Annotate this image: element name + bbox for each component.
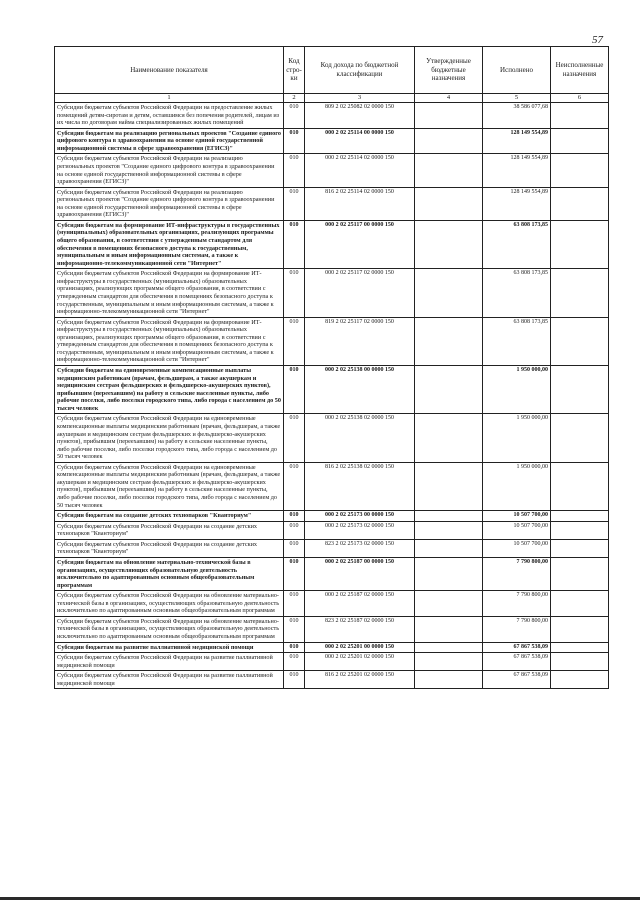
row-approved (415, 317, 483, 365)
row-not-done (551, 521, 609, 539)
scan-edge-line (0, 897, 640, 900)
row-name: Субсидии бюджетам на создание детских технопарков "Кванториум" (55, 511, 284, 522)
row-approved (415, 366, 483, 414)
row-done: 10 507 700,00 (483, 521, 551, 539)
row-kbk: 823 2 02 25173 02 0000 150 (305, 539, 415, 557)
row-approved (415, 521, 483, 539)
row-name: Субсидии бюджетам субъектов Российской Федерации на развитие паллиативной медицинской помощи (55, 671, 284, 689)
table-row (55, 366, 609, 414)
table-row (55, 220, 609, 268)
table-row (55, 591, 609, 617)
row-line-code: 010 (284, 539, 305, 557)
row-line-code: 010 (284, 317, 305, 365)
row-not-done (551, 154, 609, 187)
row-not-done (551, 642, 609, 653)
row-approved (415, 128, 483, 154)
row-not-done (551, 128, 609, 154)
row-approved (415, 616, 483, 642)
row-line-code: 010 (284, 557, 305, 590)
row-approved (415, 642, 483, 653)
row-not-done (551, 269, 609, 317)
row-done: 63 808 173,85 (483, 220, 551, 268)
row-kbk: 000 2 02 25138 02 0000 150 (305, 414, 415, 462)
row-approved (415, 653, 483, 671)
table-row (55, 128, 609, 154)
row-done: 128 149 554,89 (483, 187, 551, 220)
row-done: 1 950 000,00 (483, 462, 551, 510)
row-kbk: 000 2 02 25201 02 0000 150 (305, 653, 415, 671)
row-not-done (551, 616, 609, 642)
row-name: Субсидии бюджетам субъектов Российской Федерации на реализацию региональных проектов "Создание единого цифрового контура в здравоохранении на основе единой государственной информационной системы в сфере здравоохранения (ЕГИСЗ)" (55, 187, 284, 220)
table-row (55, 671, 609, 689)
table-header-row (55, 47, 609, 94)
header-kbk: Код дохода по бюджетной классификации (305, 47, 415, 94)
row-name: Субсидии бюджетам субъектов Российской Федерации на обновление материально-технической базы в организациях, осуществляющих образовательную деятельность исключительно по адаптированным основным общеобразовательным программам (55, 616, 284, 642)
row-done: 10 507 700,00 (483, 539, 551, 557)
row-name: Субсидии бюджетам субъектов Российской Федерации на единовременные компенсационные выплаты медицинским работникам (врачам, фельдшерам, а также акушеркам и медицинским сестрам фельдшерских и фельдшерско-акушерских пунктов), прибывшим (переехавшим) на работу в сельские населенные пункты, либо рабочие поселки, либо поселки городского типа, либо города с населением до 50 тысяч человек (55, 414, 284, 462)
table-row (55, 521, 609, 539)
row-name: Субсидии бюджетам субъектов Российской Федерации на формирование ИТ-инфраструктуры в государственных (муниципальных) образовательных организациях, реализующих программы общего образования, в соответствии с утвержденным стандартом для обеспечения в помещениях безопасного доступа к государственным, муниципальным и иным информационным системам, а также к информационно-телекоммуникационной сети "Интернет" (55, 317, 284, 365)
row-kbk: 000 2 02 25114 02 0000 150 (305, 154, 415, 187)
col-number: 6 (551, 94, 609, 103)
table-row (55, 616, 609, 642)
table-row (55, 317, 609, 365)
row-kbk: 000 2 02 25187 00 0000 150 (305, 557, 415, 590)
row-line-code: 010 (284, 616, 305, 642)
row-kbk: 000 2 02 25117 00 0000 150 (305, 220, 415, 268)
row-done: 63 808 173,85 (483, 317, 551, 365)
row-line-code: 010 (284, 220, 305, 268)
row-kbk: 809 2 02 25082 02 0000 150 (305, 103, 415, 129)
row-kbk: 816 2 02 25114 02 0000 150 (305, 187, 415, 220)
row-approved (415, 154, 483, 187)
column-number-row (55, 94, 609, 103)
row-line-code: 010 (284, 103, 305, 129)
row-kbk: 000 2 02 25173 02 0000 150 (305, 521, 415, 539)
header-name: Наименование показателя (55, 47, 284, 94)
row-line-code: 010 (284, 653, 305, 671)
row-approved (415, 220, 483, 268)
row-kbk: 000 2 02 25201 00 0000 150 (305, 642, 415, 653)
row-done: 67 867 538,09 (483, 671, 551, 689)
row-line-code: 010 (284, 366, 305, 414)
header-not-done: Неисполненные назначения (551, 47, 609, 94)
row-done: 1 950 000,00 (483, 414, 551, 462)
header-done: Исполнено (483, 47, 551, 94)
table-row (55, 269, 609, 317)
row-name: Субсидии бюджетам на единовременные компенсационные выплаты медицинским работникам (врачам, фельдшерам, а также акушеркам и медицинским сестрам фельдшерских и фельдшерско-акушерских пунктов), прибывшим (переехавшим) на работу в сельские населенные пункты, либо рабочие поселки, либо поселки городского типа, либо города с населением до 50 тысяч человек (55, 366, 284, 414)
row-name: Субсидии бюджетам субъектов Российской Федерации на реализацию региональных проектов "Создание единого цифрового контура в здравоохранении на основе единой государственной информационной системы в сфере здравоохранения (ЕГИСЗ)" (55, 154, 284, 187)
row-done: 63 808 173,85 (483, 269, 551, 317)
row-name: Субсидии бюджетам субъектов Российской Федерации на обновление материально-технической базы в организациях, осуществляющих образовательную деятельность исключительно по адаптированным основным общеобразовательным программам (55, 591, 284, 617)
row-not-done (551, 366, 609, 414)
row-kbk: 000 2 02 25187 02 0000 150 (305, 591, 415, 617)
budget-execution-table (54, 46, 609, 689)
row-approved (415, 539, 483, 557)
table-row (55, 539, 609, 557)
row-done: 7 790 800,00 (483, 557, 551, 590)
row-line-code: 010 (284, 521, 305, 539)
row-kbk: 819 2 02 25117 02 0000 150 (305, 317, 415, 365)
row-line-code: 010 (284, 128, 305, 154)
row-kbk: 000 2 02 25117 02 0000 150 (305, 269, 415, 317)
table-row (55, 642, 609, 653)
row-not-done (551, 414, 609, 462)
table-row (55, 154, 609, 187)
row-approved (415, 591, 483, 617)
row-done: 1 950 000,00 (483, 366, 551, 414)
col-number: 1 (55, 94, 284, 103)
row-name: Субсидии бюджетам субъектов Российской Федерации на создание детских технопарков "Кванториум" (55, 539, 284, 557)
col-number: 3 (305, 94, 415, 103)
table-row (55, 103, 609, 129)
row-not-done (551, 539, 609, 557)
row-name: Субсидии бюджетам на реализацию региональных проектов "Создание единого цифрового контура в здравоохранении на основе единой государственной информационной системы в сфере здравоохранения (ЕГИСЗ)" (55, 128, 284, 154)
row-line-code: 010 (284, 462, 305, 510)
row-kbk: 816 2 02 25138 02 0000 150 (305, 462, 415, 510)
row-name: Субсидии бюджетам на развитие паллиативной медицинской помощи (55, 642, 284, 653)
col-number: 4 (415, 94, 483, 103)
row-done: 128 149 554,89 (483, 128, 551, 154)
row-not-done (551, 103, 609, 129)
row-kbk: 000 2 02 25114 00 0000 150 (305, 128, 415, 154)
row-approved (415, 269, 483, 317)
row-not-done (551, 220, 609, 268)
row-line-code: 010 (284, 154, 305, 187)
row-line-code: 010 (284, 511, 305, 522)
table-row (55, 557, 609, 590)
row-approved (415, 557, 483, 590)
row-line-code: 010 (284, 269, 305, 317)
row-done: 128 149 554,89 (483, 154, 551, 187)
table-row (55, 653, 609, 671)
header-line-code: Код стро-ки (284, 47, 305, 94)
row-name: Субсидии бюджетам субъектов Российской Федерации на создание детских технопарков "Кванториум" (55, 521, 284, 539)
row-approved (415, 462, 483, 510)
row-name: Субсидии бюджетам субъектов Российской Федерации на развитие паллиативной медицинской помощи (55, 653, 284, 671)
row-approved (415, 671, 483, 689)
row-name: Субсидии бюджетам на обновление материально-технической базы в организациях, осуществляющих образовательную деятельность исключительно по адаптированным основным общеобразовательным программам (55, 557, 284, 590)
table-row (55, 187, 609, 220)
row-approved (415, 187, 483, 220)
row-name: Субсидии бюджетам субъектов Российской Федерации на предоставление жилых помещений детям-сиротам и детям, оставшимся без попечения родителей, лицам из их числа по договорам найма специализированных жилых помещений (55, 103, 284, 129)
table-row (55, 462, 609, 510)
row-line-code: 010 (284, 642, 305, 653)
row-not-done (551, 671, 609, 689)
row-line-code: 010 (284, 671, 305, 689)
row-not-done (551, 557, 609, 590)
row-not-done (551, 187, 609, 220)
row-name: Субсидии бюджетам на формирование ИТ-инфраструктуры в государственных (муниципальных) образовательных организациях, реализующих программы общего образования, в соответствии с утвержденным стандартом для обеспечения в помещениях безопасного доступа к государственным, муниципальным и иным информационным системам, а также к информационно-телекоммуникационной сети "Интернет" (55, 220, 284, 268)
row-done: 67 867 538,09 (483, 642, 551, 653)
row-kbk: 823 2 02 25187 02 0000 150 (305, 616, 415, 642)
page-number: 57 (592, 34, 603, 46)
row-kbk: 000 2 02 25173 00 0000 150 (305, 511, 415, 522)
row-done: 38 586 077,68 (483, 103, 551, 129)
row-name: Субсидии бюджетам субъектов Российской Федерации на единовременные компенсационные выплаты медицинским работникам (врачам, фельдшерам, а также акушеркам и медицинским сестрам фельдшерских и фельдшерско-акушерских пунктов), прибывшим (переехавшим) на работу в сельские населенные пункты, либо рабочие поселки, либо поселки городского типа, либо города с населением до 50 тысяч человек (55, 462, 284, 510)
row-approved (415, 414, 483, 462)
table-row (55, 414, 609, 462)
row-kbk: 816 2 02 25201 02 0000 150 (305, 671, 415, 689)
row-not-done (551, 653, 609, 671)
row-done: 10 507 700,00 (483, 511, 551, 522)
row-name: Субсидии бюджетам субъектов Российской Федерации на формирование ИТ-инфраструктуры в государственных (муниципальных) образовательных организациях, реализующих программы общего образования, в соответствии с утвержденным стандартом для обеспечения в помещениях безопасного доступа к государственным, муниципальным и иным информационным системам, а также к информационно-телекоммуникационной сети "Интернет" (55, 269, 284, 317)
header-approved: Утвержденные бюджетные назначения (415, 47, 483, 94)
row-done: 7 790 800,00 (483, 616, 551, 642)
row-not-done (551, 591, 609, 617)
row-approved (415, 103, 483, 129)
row-kbk: 000 2 02 25138 00 0000 150 (305, 366, 415, 414)
row-not-done (551, 511, 609, 522)
row-line-code: 010 (284, 187, 305, 220)
row-line-code: 010 (284, 591, 305, 617)
col-number: 2 (284, 94, 305, 103)
row-approved (415, 511, 483, 522)
row-done: 7 790 800,00 (483, 591, 551, 617)
col-number: 5 (483, 94, 551, 103)
row-not-done (551, 317, 609, 365)
table-row (55, 511, 609, 522)
row-done: 67 867 538,09 (483, 653, 551, 671)
row-line-code: 010 (284, 414, 305, 462)
row-not-done (551, 462, 609, 510)
